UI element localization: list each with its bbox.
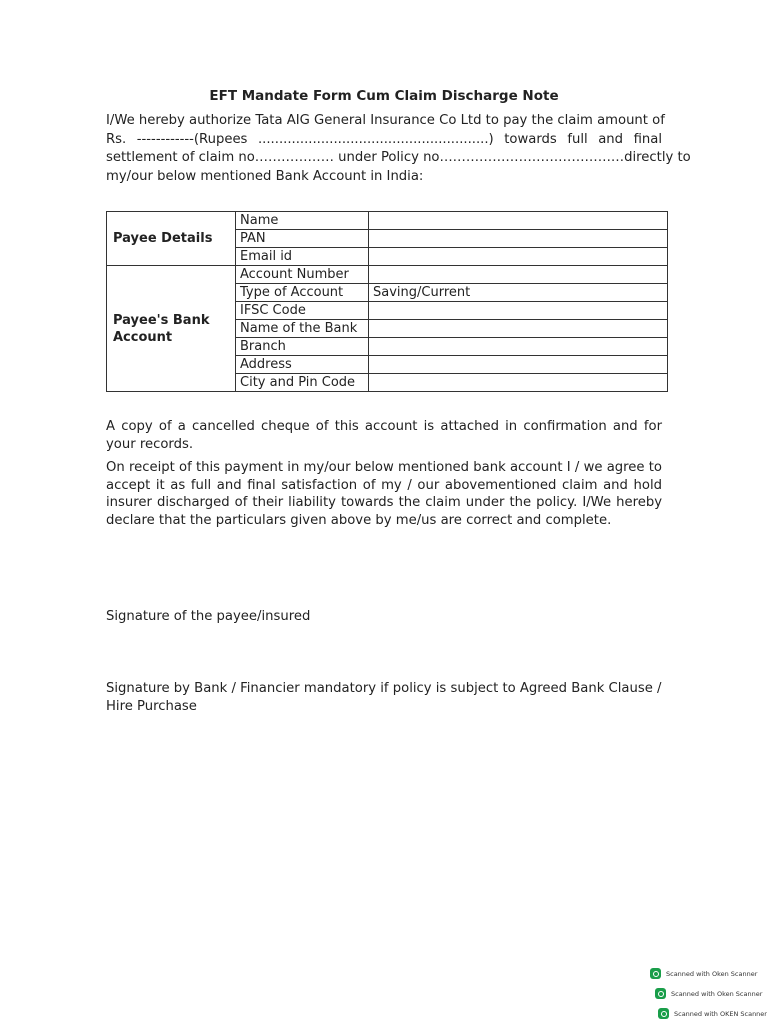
declaration-paragraph: On receipt of this payment in my/our below mentioned bank account I / we agree to accept it as full and final satisfaction of my / our abovementioned claim and hold insurer discharged of their liability towards the claim under the policy. I/We hereby declare that the particulars given above by me/us are correct and complete. [106, 460, 662, 528]
field-label-account-type: Type of Account [236, 284, 369, 302]
field-value-address[interactable] [369, 356, 668, 374]
field-label-branch: Branch [236, 338, 369, 356]
scanner-stamp [655, 988, 762, 999]
payee-details-label: Payee Details [107, 212, 236, 266]
intro-line: Rs. ------------(Rupees .......................................................) towards full and final [106, 131, 662, 147]
field-value-name[interactable] [369, 212, 668, 230]
cheque-note: A copy of a cancelled cheque of this account is attached in confirmation and for your records. [106, 419, 662, 452]
scanner-stamp-text: Scanned with Oken Scanner [666, 969, 758, 978]
table-row [107, 266, 668, 284]
intro-line: my/our below mentioned Bank Account in India: [106, 168, 424, 184]
field-value-account-number[interactable] [369, 266, 668, 284]
scanner-stamp [650, 968, 757, 979]
scanner-stamp-text: Scanned with OKEN Scanner [674, 1009, 767, 1018]
authorization-paragraph [106, 112, 691, 186]
table-row [107, 212, 668, 230]
scanner-logo-icon [658, 1008, 669, 1019]
bank-details-table [106, 211, 668, 392]
field-value-city-pin[interactable] [369, 374, 668, 392]
bank-signature-label: Signature by Bank / Financier mandatory if policy is subject to Agreed Bank Clause / Hire Purchase [106, 681, 662, 714]
field-label-pan: PAN [236, 230, 369, 248]
field-value-account-type[interactable]: Saving/Current [369, 284, 668, 302]
field-value-ifsc[interactable] [369, 302, 668, 320]
scanner-logo-icon [655, 988, 666, 999]
field-value-pan[interactable] [369, 230, 668, 248]
field-label-account-number: Account Number [236, 266, 369, 284]
field-label-name: Name [236, 212, 369, 230]
form-title: EFT Mandate Form Cum Claim Discharge Note [209, 88, 559, 104]
intro-line: I/We hereby authorize Tata AIG General Insurance Co Ltd to pay the claim amount of [106, 113, 665, 128]
scanner-logo-icon [650, 968, 661, 979]
field-label-address: Address [236, 356, 369, 374]
bank-account-label: Payee's Bank Account [107, 266, 236, 392]
scanner-stamp-text: Scanned with Oken Scanner [671, 989, 763, 998]
field-label-email: Email id [236, 248, 369, 266]
field-label-bank-name: Name of the Bank [236, 320, 369, 338]
intro-line: settlement of claim no……………… under Policy no……………………………………directly to [106, 150, 691, 165]
field-label-ifsc: IFSC Code [236, 302, 369, 320]
field-value-bank-name[interactable] [369, 320, 668, 338]
field-label-city-pin: City and Pin Code [236, 374, 369, 392]
scanner-stamp [658, 1008, 767, 1019]
field-value-email[interactable] [369, 248, 668, 266]
payee-signature-label: Signature of the payee/insured [106, 609, 311, 624]
field-value-branch[interactable] [369, 338, 668, 356]
